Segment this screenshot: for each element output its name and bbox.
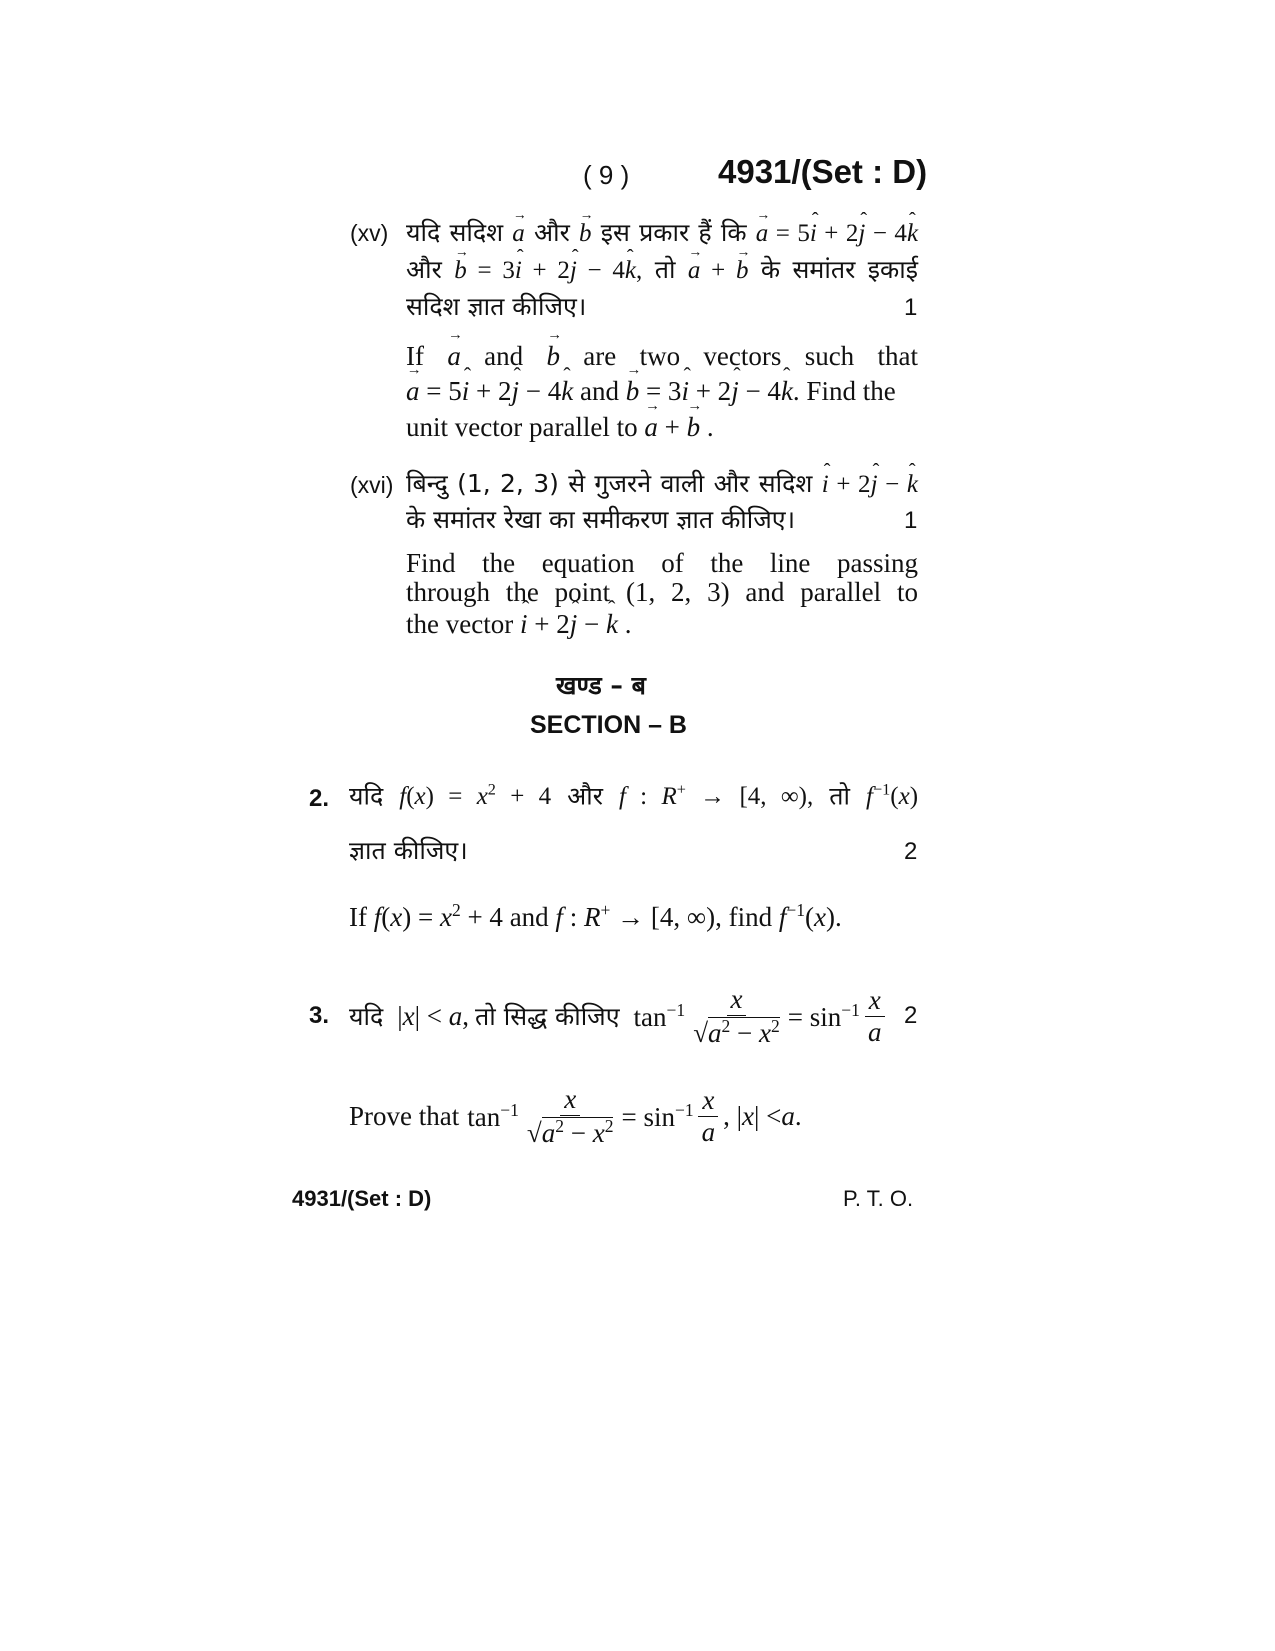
q15-hindi-line-3: सदिश ज्ञात कीजिए।	[406, 292, 587, 321]
q2-en-and: and	[509, 902, 549, 932]
q16-en-through-point: through the point (1, 2, 3) and parallel to	[406, 577, 918, 607]
vector-a-en: → a	[447, 341, 461, 371]
q15-hi-parallel-unit: के समांतर इकाई	[760, 255, 918, 284]
q3-identity-en: $\tan^{-1}$ $\frac{x}{√a^2 - x^2}$ = $\sin^{-1}$ $\frac{x}{a}$ , | x | < a .	[467, 1083, 802, 1148]
q16-hindi-line-1	[406, 469, 918, 500]
q15-hi-such-that: इस प्रकार हैं कि	[600, 218, 747, 247]
q3-identity: $\tan^{-1}$ $\frac{x}{√a^2 - x^2}$ = $\sin^{-1}$ $\frac{x}{a}$	[634, 984, 886, 1049]
function-definition-en: $f(x) = x^2 + 4$	[373, 900, 503, 932]
function-domain: f : R+ → [4, ∞),	[618, 781, 814, 811]
vector-b: → b	[579, 220, 592, 247]
q16-label: (xvi)	[350, 472, 394, 498]
q3-english-line	[349, 1083, 802, 1149]
q2-english-line	[349, 900, 842, 933]
q16-hindi-line-2: के समांतर रेखा का समीकरण ज्ञात कीजिए।	[406, 505, 796, 534]
vector-b-en: → b	[546, 341, 560, 371]
inverse-function: $f^{-1}(x)$	[866, 781, 919, 811]
please-turn-over: P. T. O.	[843, 1186, 914, 1211]
q2-hi-then: तो	[829, 781, 850, 811]
q3-hi-prove: तो सिद्ध कीजिए	[475, 1002, 620, 1031]
q15-en-unit-vector: unit vector parallel to	[406, 412, 638, 442]
q3-number: 3.	[309, 1002, 330, 1029]
q16-english-line-2	[406, 576, 918, 608]
vector-sum-en: → a + → b .	[644, 412, 713, 442]
q2-number: 2.	[309, 785, 330, 812]
q3-en-prove-that: Prove that	[349, 1100, 460, 1131]
q3-condition: |x| < a,	[397, 1000, 470, 1031]
q15-en-and: and	[484, 341, 524, 371]
page-number: ( 9 )	[583, 160, 630, 190]
q15-marks: 1	[904, 294, 918, 321]
q2-hi-and: और	[567, 781, 603, 811]
q16-marks: 1	[904, 507, 918, 534]
vector-sum: → a + → b	[688, 257, 749, 284]
vector-a: → a	[512, 220, 525, 247]
q15-hindi-line-1	[406, 218, 918, 249]
function-domain-en: f : R+ → [4, ∞),	[555, 900, 722, 932]
q2-en-if: If	[349, 902, 367, 932]
q15-en-find-the: . Find the	[792, 376, 896, 406]
q16-en-the-vector: the vector	[406, 609, 514, 639]
q3-hindi-line	[349, 985, 885, 1047]
q15-en-two-vectors: are two vectors such that	[583, 341, 918, 371]
q15-hindi-line-2	[406, 255, 918, 286]
inverse-function-en: $f^{-1}(x)$.	[778, 900, 842, 932]
q15-hi-then: तो	[654, 255, 676, 284]
q2-marks: 2	[904, 838, 918, 865]
q2-hindi-line-1	[349, 781, 918, 812]
q2-en-find: find	[728, 902, 773, 932]
section-heading-hindi: खण्ड – ब	[556, 671, 646, 700]
q15-en-if: If	[406, 341, 424, 371]
vector-b-definition-en: → b = 3ˆ i + 2ˆ j − 4ˆ k	[626, 376, 793, 406]
q16-en-find-equation: Find the equation of the line passing	[406, 548, 918, 578]
q2-hi-if: यदि	[349, 781, 384, 811]
function-definition: $f(x) = x^2 + 4$	[399, 781, 552, 811]
q3-hi-if: यदि	[349, 1002, 384, 1031]
q16-english-line-1	[406, 547, 918, 579]
q3-marks: 2	[904, 1002, 918, 1029]
paper-code-footer: 4931/(Set : D)	[292, 1186, 432, 1211]
q15-english-line-1	[406, 340, 918, 372]
paper-code-header: 4931/(Set : D)	[718, 153, 928, 190]
vector-a-definition: → a = 5ˆ i + 2ˆ j − 4ˆ k	[756, 220, 918, 247]
q15-en-and-2: and	[579, 376, 619, 406]
q16-hi-point-vector: बिन्दु (1, 2, 3) से गुजरने वाली और सदिश	[406, 469, 813, 498]
section-heading-english: SECTION – B	[530, 711, 687, 739]
q15-hi-if-vectors: यदि सदिश	[406, 218, 504, 247]
vector-b-definition: → b = 3ˆ i + 2ˆ j − 4ˆ k,	[454, 257, 642, 284]
vector-a-definition-en: → a = 5ˆ i + 2ˆ j − 4ˆ k	[406, 376, 573, 406]
q16-english-line-3	[406, 608, 631, 640]
q15-label: (xv)	[350, 220, 389, 246]
q2-hindi-line-2: ज्ञात कीजिए।	[349, 836, 468, 865]
direction-vector: ˆ i + 2ˆ j − ˆ k	[822, 471, 918, 498]
q15-english-line-3	[406, 411, 714, 443]
q15-hi-and: और	[534, 218, 570, 247]
q15-hi-and-2: और	[406, 255, 442, 284]
direction-vector-en: ˆ i + 2ˆ j − ˆ k .	[520, 609, 631, 639]
